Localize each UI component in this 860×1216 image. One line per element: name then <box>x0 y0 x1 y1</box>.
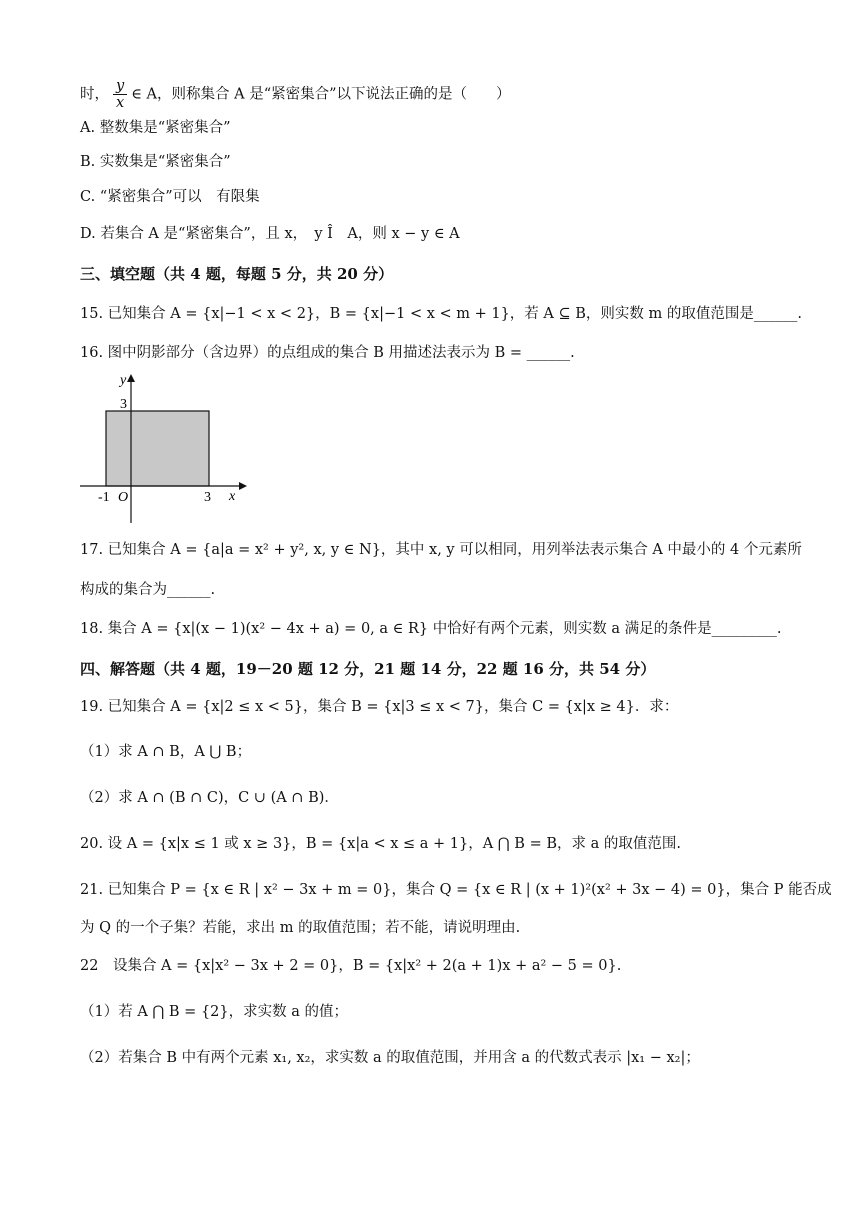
question-21-line-1: 21. 已知集合 P = {x ∈ R | x² − 3x + m = 0}，集合 Q = {x ∈ R | (x + 1)²(x² + 3x − 4) = 0}，集合 P 能否成 <box>80 882 832 898</box>
stem-suffix: ∈ A，则称集合 A 是“紧密集合”以下说法正确的是（ ） <box>131 86 511 103</box>
question-22-part-1: （1）若 A ⋂ B = {2}，求实数 a 的值； <box>80 1004 348 1020</box>
section-3-heading: 三、填空题（共 4 题，每题 5 分，共 20 分） <box>80 265 394 283</box>
fraction-denominator: x <box>116 95 125 111</box>
fraction-numerator: y <box>113 78 127 95</box>
y-axis-label: y <box>120 373 127 388</box>
question-20: 20. 设 A = {x|x ≤ 1 或 x ≥ 3}，B = {x|a < x ≤ a + 1}，A ⋂ B = B，求 a 的取值范围. <box>80 836 681 852</box>
tick-label-x-3: 3 <box>204 490 211 505</box>
question-15: 15. 已知集合 A = {x|−1 < x < 2}，B = {x|−1 < x < m + 1}，若 A ⊆ B，则实数 m 的取值范围是______. <box>80 306 802 322</box>
question-19: 19. 已知集合 A = {x|2 ≤ x < 5}，集合 B = {x|3 ≤ x < 7}，集合 C = {x|x ≥ 4}．求： <box>80 699 679 715</box>
question-18: 18. 集合 A = {x|(x − 1)(x² − 4x + a) = 0, a ∈ R} 中恰好有两个元素，则实数 a 满足的条件是_________. <box>80 621 782 637</box>
x-axis-arrow <box>239 482 247 490</box>
question-22-part-2: （2）若集合 B 中有两个元素 x₁, x₂，求实数 a 的取值范围，并用含 a 的代数式表示 |x₁ − x₂|； <box>80 1050 700 1066</box>
option-d: D. 若集合 A 是“紧密集合”，且 x， y Î A，则 x − y ∈ A <box>80 226 460 242</box>
question-19-part-1: （1）求 A ∩ B，A ⋃ B； <box>80 744 252 760</box>
y-axis-arrow <box>127 374 135 382</box>
question-21-line-2: 为 Q 的一个子集？若能，求出 m 的取值范围；若不能，请说明理由. <box>80 920 521 936</box>
stem-prefix: 时， <box>80 86 109 103</box>
question-16: 16. 图中阴影部分（含边界）的点组成的集合 B 用描述法表示为 B = ______. <box>80 345 575 361</box>
question-17-line-2: 构成的集合为______. <box>80 582 216 598</box>
tick-label-minus-1: -1 <box>98 490 110 505</box>
tick-label-y-3: 3 <box>120 397 127 412</box>
question-22: 22 设集合 A = {x|x² − 3x + 2 = 0}，B = {x|x² + 2(a + 1)x + a² − 5 = 0}. <box>80 958 622 974</box>
option-c: C. “紧密集合”可以 有限集 <box>80 189 260 205</box>
fraction-y-over-x <box>113 78 127 111</box>
shaded-rectangle <box>106 411 209 486</box>
coordinate-plane <box>74 368 254 528</box>
shaded-region-figure <box>74 368 254 528</box>
question-14-stem <box>80 78 511 111</box>
section-4-heading: 四、解答题（共 4 题，19－20 题 12 分，21 题 14 分，22 题 16 分，共 54 分） <box>80 660 656 678</box>
option-b: B. 实数集是“紧密集合” <box>80 154 231 170</box>
option-a: A. 整数集是“紧密集合” <box>80 120 231 136</box>
origin-label: O <box>118 490 129 505</box>
question-19-part-2: （2）求 A ∩ (B ∩ C)，C ∪ (A ∩ B)． <box>80 790 339 806</box>
x-axis-label: x <box>229 489 236 504</box>
question-17-line-1: 17. 已知集合 A = {a|a = x² + y², x, y ∈ N}，其中 x, y 可以相同，用列举法表示集合 A 中最小的 4 个元素所 <box>80 542 802 558</box>
